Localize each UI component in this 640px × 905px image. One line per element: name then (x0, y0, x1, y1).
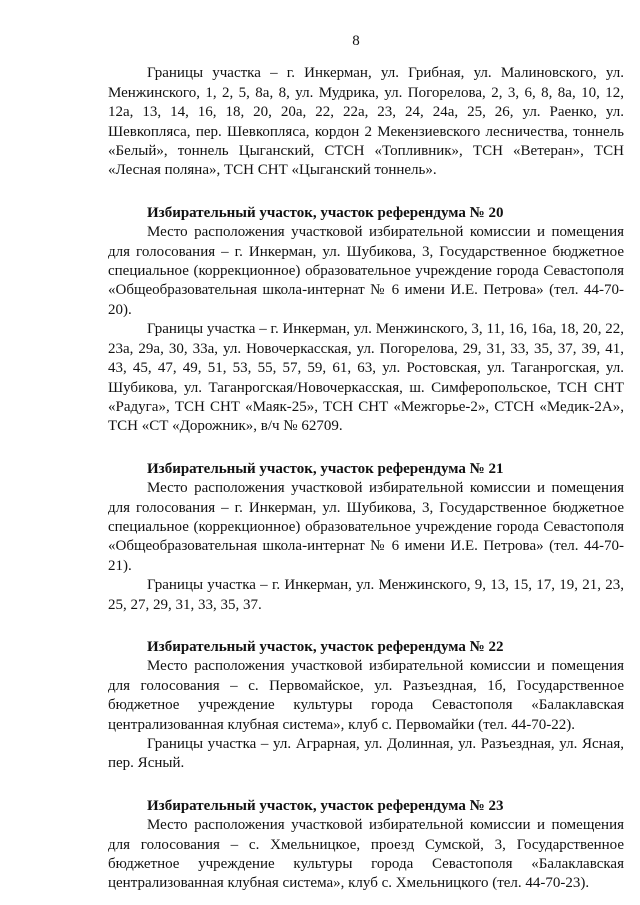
section-heading: Избирательный участок, участок референдума № 20 (147, 204, 504, 221)
location-paragraph: Место расположения участковой избирательной комиссии и помещения для голосования – с. Хмельницкое, проезд Сумской, 3, Государственное бюджетное учреждение культуры города Севастополя «Балаклавская централизованная клубная система», клуб с. Хмельницкого (тел. 44-70-23). (108, 817, 624, 892)
intro-boundaries-paragraph: Границы участка – г. Инкерман, ул. Грибная, ул. Малиновского, ул. Менжинского, 1, 2, 5, 8а, 8, ул. Мудрика, ул. Погорелова, 2, 3, 6, 8, 8а, 10, 12, 12а, 13, 14, 16, 18, 20, 20а, 22, 22а, 23, 24, 24а, 25, 26, ул. Раенко, ул. Шевкопляса, пер. Шевкопляса, кордон 2 Мекензиевского лесничества, тоннель «Белый», тоннель Цыганский, СТСН «Топливник», ТСН «Ветеран», ТСН «Лесная поляна», ТСН СНТ «Цыганский тоннель». (108, 65, 624, 179)
polling-station-22 (108, 638, 624, 774)
boundaries-paragraph: Границы участка – г. Инкерман, ул. Менжинского, 3, 11, 16, 16а, 18, 20, 22, 23а, 29а, 30, 33а, ул. Новочеркасская, ул. Погорелова, 29, 31, 33, 35, 37, 39, 41, 43, 45, 47, 49, 51, 53, 55, 57, 59, 61, 63, ул. Ростовская, ул. Таганрогская, ул. Шубикова, ул. Таганрогская/Новочеркасская, ш. Симферопольское, ТСН СНТ «Радуга», ТСН СНТ «Маяк-25», ТСН СНТ «Межгорье-2», СТСН «Медик-2А», ТСН «СТ «Дорожник», в/ч № 62709. (108, 321, 624, 435)
section-heading: Избирательный участок, участок референдума № 22 (147, 638, 504, 655)
section-heading: Избирательный участок, участок референдума № 21 (147, 460, 504, 477)
location-paragraph: Место расположения участковой избирательной комиссии и помещения для голосования – г. Инкерман, ул. Шубикова, 3, Государственное бюджетное специальное (коррекционное) образовательное учреждение города Севастополя «Общеобразовательная школа-интернат № 6 имени И.Е. Петрова» (тел. 44-70-21). (108, 480, 624, 574)
boundaries-paragraph: Границы участка – ул. Аграрная, ул. Долинная, ул. Разъездная, ул. Ясная, пер. Ясный. (108, 736, 624, 772)
location-paragraph: Место расположения участковой избирательной комиссии и помещения для голосования – г. Инкерман, ул. Шубикова, 3, Государственное бюджетное специальное (коррекционное) образовательное учреждение города Севастополя «Общеобразовательная школа-интернат № 6 имени И.Е. Петрова» (тел. 44-70-20). (108, 224, 624, 318)
page-number: 8 (352, 33, 360, 49)
location-paragraph: Место расположения участковой избирательной комиссии и помещения для голосования – с. Первомайское, ул. Разъездная, 1б, Государственное бюджетное учреждение культуры города Севастополя «Балаклавская централизованная клубная система», клуб с. Первомайки (тел. 44-70-22). (108, 658, 624, 733)
section-heading: Избирательный участок, участок референдума № 23 (147, 797, 504, 814)
polling-station-21 (108, 460, 624, 615)
polling-station-23 (108, 797, 624, 894)
boundaries-paragraph: Границы участка – г. Инкерман, ул. Менжинского, 9, 13, 15, 17, 19, 21, 23, 25, 27, 29, 31, 33, 35, 37. (108, 577, 624, 613)
polling-station-20 (108, 204, 624, 437)
